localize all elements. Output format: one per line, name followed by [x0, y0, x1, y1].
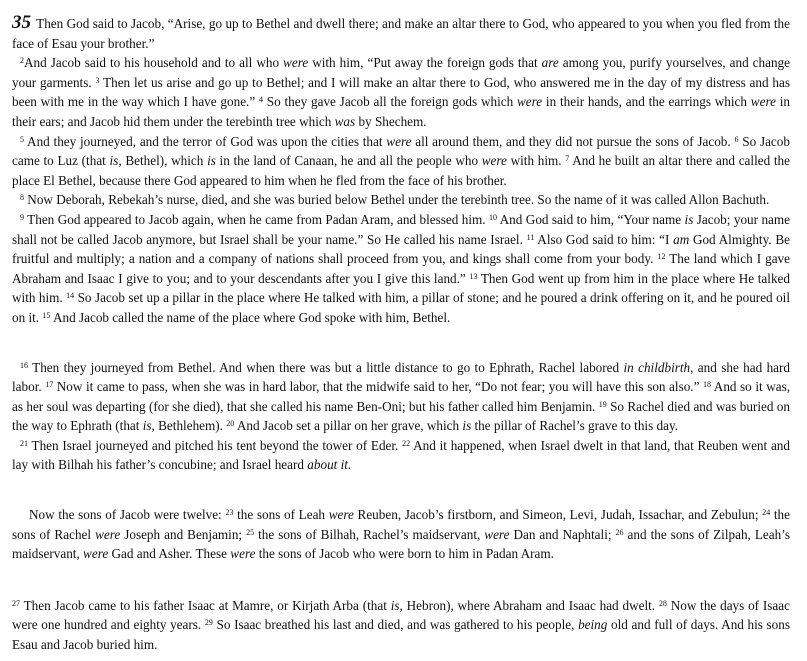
verse-text: The land which I gave Abraham and Isaac I give to you; and to your descendants after you I give this land.”	[12, 251, 790, 286]
verse-number: 18	[702, 380, 711, 390]
verse-text: Bethel), which	[121, 153, 208, 169]
verse-text: Then Jacob came to his father Isaac at Mamre, or Kirjath Arba (that	[20, 597, 391, 613]
verse-text: Hebron), where Abraham and Isaac had dwelt.	[402, 597, 659, 613]
verse-number: 23	[225, 508, 234, 518]
verse-text: And God said to him, “Your name	[496, 211, 685, 227]
paragraph-p8	[12, 505, 790, 564]
paragraph-p7	[12, 436, 790, 475]
verse-number: 26	[615, 527, 624, 537]
verse-text: Now the days of Isaac were one hundred and eighty years.	[12, 597, 790, 633]
verse-text: Then let us arise and go up to Bethel; and I will make an altar there to God, who answered me in the day of my distress and has been with me in the way which I have gone.”	[12, 74, 790, 110]
verse-number: 11	[526, 232, 535, 242]
verse-number: 12	[657, 252, 666, 262]
verse-number: 28	[658, 598, 667, 608]
verse-text: And Jacob set a pillar on her grave, which	[234, 418, 463, 434]
verse-text: among you, purify yourselves, and change your garments.	[12, 55, 791, 90]
verse-text: Gad and Asher. These	[108, 546, 231, 562]
italic-text: were	[283, 55, 309, 71]
verse-text: Then God went up from him in the place where He talked with him.	[12, 270, 790, 306]
verse-text: And it happened, when Israel dwelt in that land, that Reuben went and lay with Bilhah his father’s concubine; and Israel heard	[12, 437, 790, 473]
verse-text: with him, “Put away the foreign gods that	[308, 55, 542, 71]
italic-text: were	[484, 526, 510, 542]
italic-text: about it.	[307, 457, 352, 473]
italic-text: in childbirth,	[623, 359, 694, 375]
verse-text: old and full of days. And his sons Esau and Jacob buried him.	[12, 617, 791, 653]
verse-text: Then Israel journeyed and pitched his tent beyond the tower of Eder.	[28, 437, 403, 453]
verse-text: Then God said to Jacob, “Arise, go up to Bethel and dwell there; and make an altar there to God, who appeared to you when you fled from the face of Esau your brother.”	[12, 16, 790, 51]
verse-text: Now Deborah, Rebekah’s nurse, died, and she was buried below Bethel under the terebinth tree. So the name of it was called Allon Bachuth.	[24, 192, 770, 208]
italic-text: was	[334, 113, 356, 129]
verse-number: 27	[12, 598, 20, 608]
italic-text: is	[207, 153, 216, 169]
verse-text: So they gave Jacob all the foreign gods which	[263, 94, 517, 110]
verse-text: all around them, and they did not pursue the sons of Jacob.	[411, 133, 735, 149]
verse-number: 15	[42, 310, 51, 320]
paragraph-p9	[12, 596, 790, 655]
verse-text: Jacob; your name shall not be called Jacob anymore, but Israel shall be your name.” So He called his name Israel.	[12, 211, 791, 247]
verse-text: in the land of Canaan, he and all the people who	[215, 153, 482, 169]
verse-number: 16	[20, 360, 28, 370]
italic-text: were	[230, 546, 256, 562]
verse-text: So Rachel died and was buried on the way to Ephrath (that	[12, 398, 790, 434]
section-break	[12, 564, 790, 596]
verse-number: 9	[20, 212, 24, 222]
verse-text: the sons of Bilhah, Rachel’s maidservant,	[254, 526, 485, 542]
italic-text: were	[95, 526, 121, 542]
verse-number: 13	[469, 271, 478, 281]
verse-text: in their hands, and the earrings which	[542, 94, 751, 110]
verse-text: in their ears; and Jacob hid them under the terebinth tree which	[12, 94, 791, 129]
italic-text: is,	[390, 597, 403, 613]
verse-number: 8	[20, 193, 24, 203]
verse-number: 17	[45, 380, 54, 390]
verse-number: 24	[762, 508, 771, 518]
verse-text: So Jacob set up a pillar in the place where He talked with him, a pillar of stone; and he poured a drink offering on it, and he poured oil on it.	[12, 290, 790, 325]
verse-text: Also God said to him: “I	[534, 231, 674, 247]
verse-text: and she had hard labor.	[12, 359, 791, 395]
verse-number: 10	[488, 212, 497, 222]
verse-text: and the sons of Zilpah, Leah’s maidservant,	[12, 526, 790, 562]
verse-number: 6	[734, 134, 739, 144]
verse-number: 5	[20, 134, 24, 144]
italic-text: were	[328, 507, 354, 523]
verse-text: Then God appeared to Jacob again, when he came from Padan Aram, and blessed him.	[24, 211, 489, 227]
verse-text: Now it came to pass, when she was in hard labor, that the midwife said to her, “Do not fear; you will have this son also.”	[53, 379, 703, 395]
chapter-number: 35	[12, 12, 31, 33]
italic-text: is	[684, 211, 694, 227]
verse-text: the sons of Leah	[233, 507, 329, 523]
verse-number: 14	[66, 291, 75, 301]
verse-text: Dan and Naphtali;	[509, 526, 616, 542]
italic-text: were	[481, 153, 507, 169]
paragraph-p1	[12, 14, 790, 53]
verse-text: And so it was, as her soul was departing (for she died), that she called his name Ben-Oni; but his father called him Benjamin.	[12, 379, 790, 414]
verse-number: 22	[402, 438, 411, 448]
section-break	[12, 475, 790, 505]
paragraph-p3	[12, 132, 790, 191]
verse-text: So Jacob came to Luz (that	[12, 133, 790, 169]
italic-text: were	[750, 94, 776, 110]
paragraph-p6	[12, 358, 790, 436]
verse-number: 21	[20, 438, 28, 448]
verse-text: the pillar of Rachel’s grave to this day.	[471, 418, 679, 434]
italic-text: am	[673, 231, 690, 247]
verse-text: Joseph and Benjamin;	[120, 526, 247, 542]
paragraph-p5	[12, 210, 790, 328]
italic-text: were	[516, 94, 543, 110]
verse-text: Now the sons of Jacob were twelve:	[29, 507, 226, 523]
verse-number: 3	[95, 75, 100, 85]
verse-number: 19	[598, 399, 607, 409]
verse-number: 20	[226, 419, 235, 429]
verse-text: Reuben, Jacob’s firstborn, and Simeon, Levi, Judah, Issachar, and Zebulun;	[353, 507, 763, 523]
italic-text: being	[578, 617, 608, 633]
italic-text: is,	[142, 418, 155, 434]
verse-text: And Jacob called the name of the place where God spoke with him, Bethel.	[50, 309, 451, 325]
verse-text: the sons of Rachel	[12, 507, 791, 542]
paragraph-p2	[12, 53, 790, 131]
verse-number: 2	[20, 56, 24, 66]
verse-text: Then they journeyed from Bethel. And when there was but a little distance to go to Ephrath, Rachel labored	[28, 359, 624, 375]
verse-number: 29	[204, 618, 213, 628]
italic-text: were	[386, 133, 412, 149]
verse-text: Bethlehem).	[154, 418, 227, 434]
italic-text: is	[462, 418, 472, 434]
italic-text: are	[541, 55, 559, 71]
verse-text: with him.	[506, 153, 566, 169]
verse-number: 4	[259, 95, 263, 105]
verse-text: by Shechem.	[355, 113, 427, 129]
verse-text: And Jacob said to his household and to all who	[24, 55, 284, 71]
verse-text: God Almighty. Be fruitful and multiply; a nation and a company of nations shall proceed from you, and kings shall come from your body.	[12, 231, 790, 267]
verse-text: the sons of Jacob who were born to him in Padan Aram.	[255, 546, 554, 562]
section-break	[12, 328, 790, 358]
verse-number: 25	[246, 527, 255, 537]
verse-number: 7	[565, 154, 570, 164]
paragraph-p4	[12, 190, 790, 210]
verse-text: So Isaac breathed his last and died, and was gathered to his people,	[212, 617, 579, 633]
verse-text: And he built an altar there and called the place El Bethel, because there God appeared to him when he fled from the face of his brother.	[12, 153, 790, 188]
italic-text: were	[83, 546, 109, 562]
verse-text: And they journeyed, and the terror of God was upon the cities that	[24, 133, 387, 149]
italic-text: is,	[109, 153, 122, 169]
